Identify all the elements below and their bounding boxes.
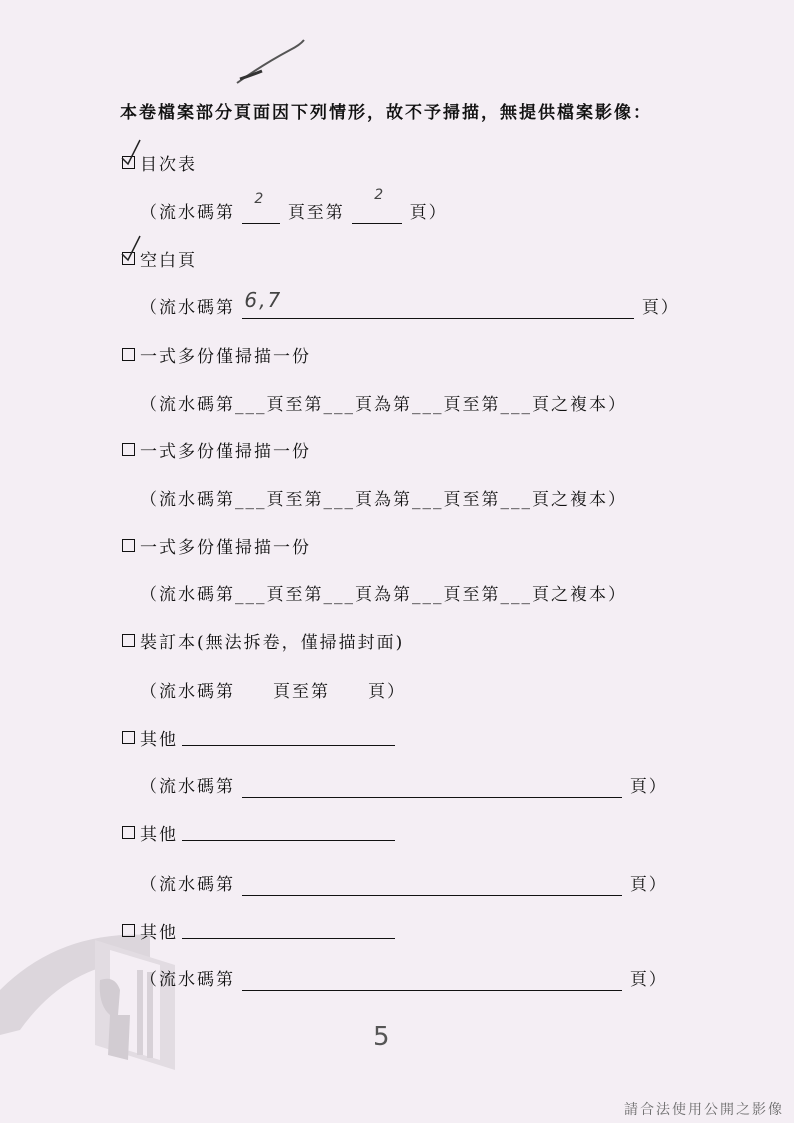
handwritten-to: 2 xyxy=(374,187,386,203)
other-2-field[interactable] xyxy=(182,840,395,841)
checkbox-other-2[interactable] xyxy=(122,826,135,839)
serial-prefix: （流水碼第 xyxy=(140,203,235,223)
other-1-field[interactable] xyxy=(182,745,395,746)
item-other-2-range xyxy=(140,870,668,900)
serial-suffix: 頁） xyxy=(409,203,448,223)
checkbox-binding[interactable] xyxy=(122,634,135,647)
item-copy-3-range: （流水碼第___頁至第___頁為第___頁至第___頁之複本） xyxy=(140,585,627,605)
handwritten-from: 2 xyxy=(254,191,266,207)
serial-suffix: 頁） xyxy=(629,875,668,895)
item-copy-1-range: （流水碼第___頁至第___頁為第___頁至第___頁之複本） xyxy=(140,395,627,415)
item-copy-2-label: 一式多份僅掃描一份 xyxy=(140,442,311,462)
blank-pages-field[interactable] xyxy=(242,288,634,319)
other-3-field[interactable] xyxy=(182,938,395,939)
item-other-1-range xyxy=(140,772,668,802)
archive-watermark-logo xyxy=(0,920,240,1070)
checkbox-copy-3[interactable] xyxy=(122,539,135,552)
toc-to-field[interactable] xyxy=(352,187,402,224)
item-toc-range xyxy=(140,187,448,228)
handwritten-scribble xyxy=(232,35,312,90)
item-toc-label: 目次表 xyxy=(140,155,197,175)
item-binding-range: （流水碼第 頁至第 頁） xyxy=(140,682,406,702)
item-blank-range xyxy=(140,288,680,323)
checkbox-copy-1[interactable] xyxy=(122,348,135,361)
item-blank-label: 空白頁 xyxy=(140,251,197,271)
toc-from-field[interactable] xyxy=(242,191,280,224)
other-1-pages-field[interactable] xyxy=(242,777,622,798)
serial-suffix: 頁） xyxy=(629,970,668,990)
check-mark-icon xyxy=(120,234,142,262)
item-binding-label: 裝訂本(無法拆卷，僅掃描封面) xyxy=(140,633,405,653)
serial-prefix: （流水碼第 xyxy=(140,970,235,990)
item-other-1-label: 其他 xyxy=(140,730,178,750)
serial-prefix: （流水碼第 xyxy=(140,298,235,318)
serial-prefix: （流水碼第 xyxy=(140,777,235,797)
item-copy-1-label: 一式多份僅掃描一份 xyxy=(140,347,311,367)
page-title: 本卷檔案部分頁面因下列情形，故不予掃描，無提供檔案影像： xyxy=(120,103,652,123)
handwritten-pages: 6,7 xyxy=(244,288,283,312)
serial-suffix: 頁） xyxy=(641,298,680,318)
footer-notice: 請合法使用公開之影像 xyxy=(624,1102,784,1118)
item-other-3-label: 其他 xyxy=(140,923,178,943)
other-2-pages-field[interactable] xyxy=(242,875,622,896)
serial-mid: 頁至第 xyxy=(287,203,345,223)
item-copy-3-label: 一式多份僅掃描一份 xyxy=(140,538,311,558)
item-other-2-label: 其他 xyxy=(140,825,178,845)
item-other-3-range xyxy=(140,965,668,995)
serial-prefix: （流水碼第 xyxy=(140,875,235,895)
handwritten-page-number: 5 xyxy=(373,1022,390,1052)
check-mark-icon xyxy=(120,138,142,166)
item-copy-2-range: （流水碼第___頁至第___頁為第___頁至第___頁之複本） xyxy=(140,490,627,510)
checkbox-other-1[interactable] xyxy=(122,731,135,744)
checkbox-other-3[interactable] xyxy=(122,924,135,937)
serial-suffix: 頁） xyxy=(629,777,668,797)
checkbox-copy-2[interactable] xyxy=(122,443,135,456)
other-3-pages-field[interactable] xyxy=(242,970,622,991)
